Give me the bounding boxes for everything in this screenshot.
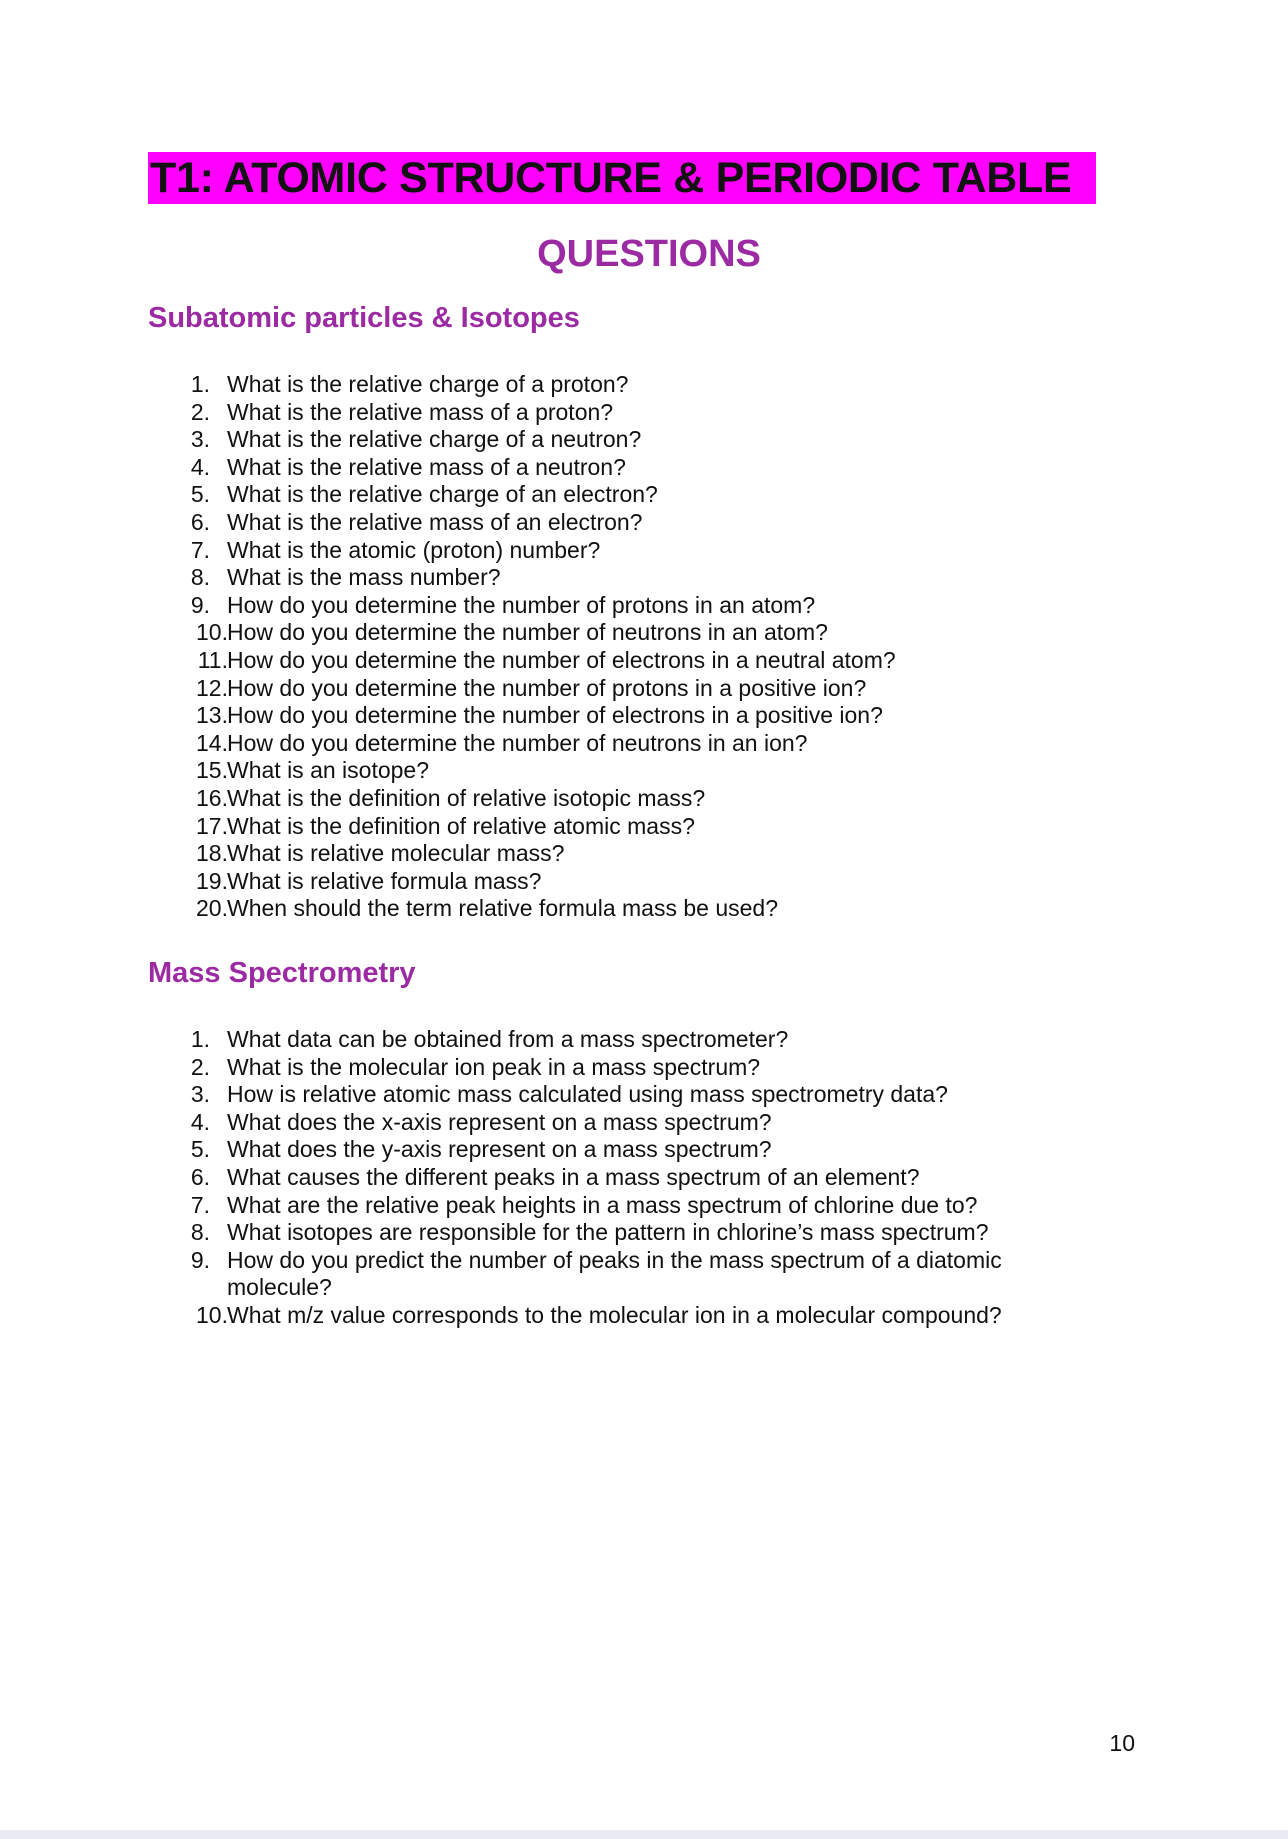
- question-number: 11.: [197, 646, 228, 673]
- question-text: What is the definition of relative atomic mass?: [227, 812, 695, 839]
- question-item: [186, 399, 1087, 427]
- question-number: 6.: [190, 1163, 210, 1190]
- question-number: 6.: [190, 508, 210, 535]
- question-item: [186, 1054, 1087, 1082]
- question-item: [186, 757, 1087, 785]
- question-text: What is relative formula mass?: [227, 867, 542, 894]
- question-number: 2.: [190, 1053, 210, 1080]
- question-text: How do you predict the number of peaks in the mass spectrum of a diatomic molecule?: [227, 1246, 1002, 1301]
- question-number: 17.: [196, 812, 228, 839]
- question-number: 4.: [190, 1108, 210, 1135]
- question-item: [186, 537, 1087, 565]
- question-item: [186, 481, 1087, 509]
- question-text: When should the term relative formula mass be used?: [227, 895, 778, 922]
- question-number: 8.: [190, 564, 210, 591]
- question-item: [186, 730, 1087, 758]
- question-text: What is an isotope?: [227, 757, 430, 784]
- question-number: 9.: [190, 591, 210, 618]
- question-number: 8.: [190, 1219, 210, 1246]
- question-item: [186, 1081, 1087, 1109]
- page-number: 10: [1109, 1730, 1135, 1756]
- question-item: [186, 702, 1087, 730]
- question-list-subatomic: [186, 371, 1087, 923]
- section-heading-subatomic: Subatomic particles & Isotopes: [148, 302, 580, 334]
- question-item: [186, 1192, 1087, 1220]
- question-item: [186, 1247, 1087, 1302]
- question-number: 9.: [190, 1246, 210, 1273]
- question-item: [186, 1109, 1087, 1137]
- question-text: What is the relative mass of a neutron?: [227, 453, 626, 480]
- question-text: What isotopes are responsible for the pattern in chlorine’s mass spectrum?: [227, 1219, 989, 1246]
- question-text: What m/z value corresponds to the molecular ion in a molecular compound?: [227, 1301, 1002, 1328]
- question-item: [186, 592, 1087, 620]
- question-text: What is the relative charge of a proton?: [227, 371, 629, 397]
- question-text: What is the relative charge of an electron?: [227, 481, 658, 508]
- question-item: [186, 1136, 1087, 1164]
- question-number: 12.: [196, 674, 228, 701]
- question-number: 3.: [190, 1081, 210, 1108]
- question-number: 7.: [190, 536, 210, 563]
- section-heading-mass-spectrometry: Mass Spectrometry: [148, 957, 416, 989]
- question-text: What is the definition of relative isotopic mass?: [227, 784, 706, 811]
- question-number: 2.: [190, 398, 210, 425]
- question-number: 18.: [196, 840, 228, 867]
- question-text: What causes the different peaks in a mass spectrum of an element?: [227, 1163, 920, 1190]
- question-number: 5.: [190, 481, 210, 508]
- question-item: [186, 426, 1087, 454]
- question-text: How do you determine the number of neutrons in an ion?: [227, 729, 808, 756]
- question-item: [186, 1302, 1087, 1330]
- question-text: What is relative molecular mass?: [227, 840, 565, 867]
- question-item: [186, 1164, 1087, 1192]
- question-text: What is the relative mass of a proton?: [227, 398, 614, 425]
- question-text: What does the x-axis represent on a mass spectrum?: [227, 1108, 772, 1135]
- question-item: [186, 1026, 1087, 1054]
- question-item: [186, 1219, 1087, 1247]
- question-text: How do you determine the number of electrons in a positive ion?: [227, 702, 883, 729]
- page-bottom-edge: [0, 1830, 1288, 1839]
- question-item: [186, 895, 1087, 923]
- question-number: 10.: [196, 619, 228, 646]
- question-item: [186, 785, 1087, 813]
- question-number: 16.: [196, 784, 228, 811]
- question-text: What are the relative peak heights in a mass spectrum of chlorine due to?: [227, 1191, 978, 1218]
- page-title: T1: ATOMIC STRUCTURE & PERIODIC TABLE: [148, 152, 1096, 204]
- question-number: 19.: [196, 867, 228, 894]
- question-number: 20.: [196, 895, 228, 922]
- question-number: 5.: [190, 1136, 210, 1163]
- question-text: How do you determine the number of electrons in a neutral atom?: [227, 646, 896, 673]
- question-text: How is relative atomic mass calculated using mass spectrometry data?: [227, 1081, 948, 1108]
- question-text: What is the relative charge of a neutron?: [227, 426, 642, 453]
- question-number: 15.: [196, 757, 228, 784]
- question-number: 14.: [196, 729, 228, 756]
- question-number: 3.: [190, 426, 210, 453]
- question-item: [186, 840, 1087, 868]
- question-item: [186, 619, 1087, 647]
- question-number: 13.: [196, 702, 228, 729]
- question-list-mass-spectrometry: [186, 1026, 1087, 1330]
- question-text: What data can be obtained from a mass spectrometer?: [227, 1026, 789, 1052]
- question-number: 1.: [190, 371, 210, 397]
- question-item: [186, 868, 1087, 896]
- questions-heading: QUESTIONS: [537, 233, 761, 275]
- question-number: 1.: [190, 1026, 210, 1052]
- question-item: [186, 371, 1087, 399]
- question-text: How do you determine the number of neutrons in an atom?: [227, 619, 828, 646]
- question-item: [186, 509, 1087, 537]
- question-text: How do you determine the number of protons in an atom?: [227, 591, 816, 618]
- question-item: [186, 647, 1087, 675]
- question-number: 4.: [190, 453, 210, 480]
- question-number: 10.: [196, 1301, 228, 1328]
- question-item: [186, 564, 1087, 592]
- question-text: What is the relative mass of an electron?: [227, 508, 643, 535]
- question-text: What does the y-axis represent on a mass spectrum?: [227, 1136, 772, 1163]
- question-item: [186, 454, 1087, 482]
- question-text: How do you determine the number of protons in a positive ion?: [227, 674, 867, 701]
- question-number: 7.: [190, 1191, 210, 1218]
- question-item: [186, 675, 1087, 703]
- question-text: What is the mass number?: [227, 564, 501, 591]
- question-item: [186, 813, 1087, 841]
- question-text: What is the atomic (proton) number?: [227, 536, 601, 563]
- question-text: What is the molecular ion peak in a mass spectrum?: [227, 1053, 761, 1080]
